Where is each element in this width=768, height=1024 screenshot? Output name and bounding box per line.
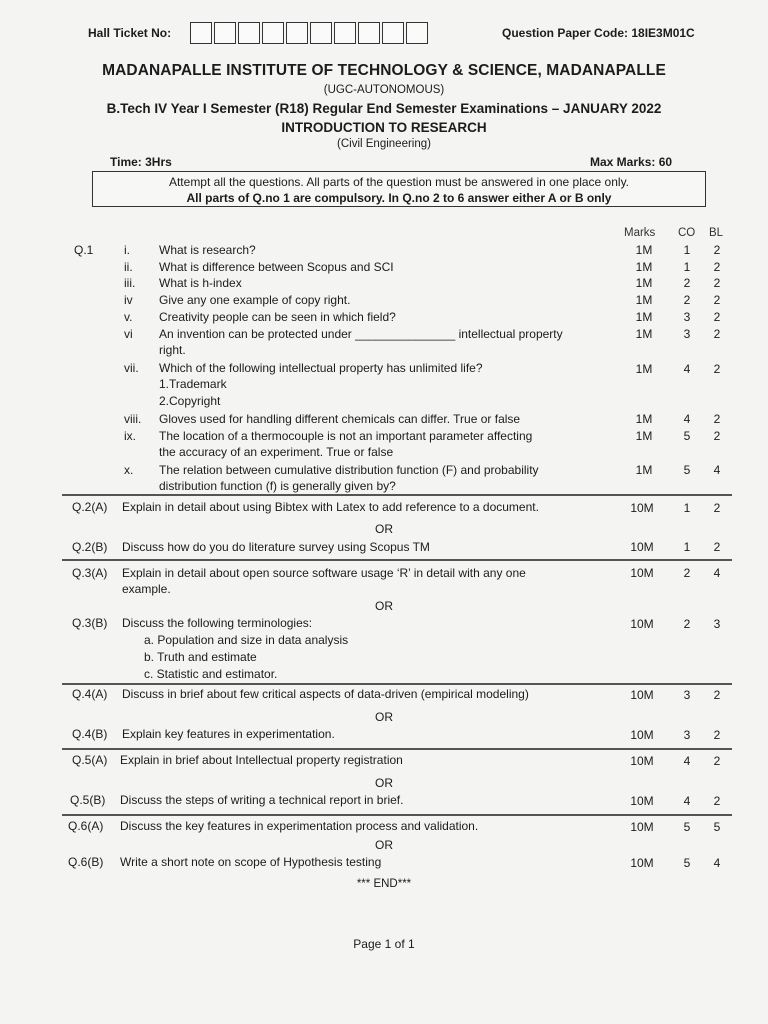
question-marks: 10M xyxy=(630,617,654,631)
instruction-line-1: Attempt all the questions. All parts of the question must be answered in one place only. xyxy=(168,175,630,189)
section-divider xyxy=(62,494,732,496)
question-text: Explain in detail about using Bibtex with Latex to add reference to a document. xyxy=(122,500,539,514)
q1-item-marks: 1M xyxy=(635,260,653,274)
question-text: Explain in brief about Intellectual property registration xyxy=(120,753,403,767)
q1-item-marks: 1M xyxy=(635,362,653,376)
question-marks: 10M xyxy=(630,754,654,768)
q1-item-number: ix. xyxy=(124,429,136,443)
question-co: 2 xyxy=(683,566,691,580)
branch-label: (Civil Engineering) xyxy=(337,138,431,150)
hall-ticket-box xyxy=(262,22,284,44)
question-marks: 10M xyxy=(630,794,654,808)
question-bl: 2 xyxy=(713,794,721,808)
question-number: Q.5(B) xyxy=(70,793,106,807)
question-co: 1 xyxy=(683,540,691,554)
q1-item-co: 2 xyxy=(683,276,691,290)
q1-item-text: The relation between cumulative distribution function (F) and probability xyxy=(159,463,539,477)
q1-item-text: What is difference between Scopus and SCI xyxy=(159,260,394,274)
q1-item-co: 3 xyxy=(683,310,691,324)
question-bl: 4 xyxy=(713,856,721,870)
q1-item-co: 3 xyxy=(683,327,691,341)
q1-item-marks: 1M xyxy=(635,429,653,443)
question-co: 5 xyxy=(683,856,691,870)
question-marks: 10M xyxy=(630,820,654,834)
hall-ticket-box xyxy=(214,22,236,44)
q1-item-bl: 4 xyxy=(713,463,721,477)
question-text: Discuss how do you do literature survey using Scopus TM xyxy=(122,540,430,554)
question-bl: 2 xyxy=(713,728,721,742)
question-co: 3 xyxy=(683,688,691,702)
q1-item-co: 5 xyxy=(683,429,691,443)
q1-item-number: viii. xyxy=(124,412,142,426)
q1-item-bl: 2 xyxy=(713,412,721,426)
question-marks: 10M xyxy=(630,540,654,554)
q1-item-number: v. xyxy=(124,310,133,324)
q1-item-co: 1 xyxy=(683,243,691,257)
question-bl: 2 xyxy=(713,501,721,515)
question-co: 4 xyxy=(683,754,691,768)
q1-item-text-continued: the accuracy of an experiment. True or false xyxy=(159,445,394,459)
question-bl: 2 xyxy=(713,540,721,554)
q1-item-number: iv xyxy=(124,293,133,307)
question-bl: 3 xyxy=(713,617,721,631)
q1-item-number: vi xyxy=(124,327,133,341)
or-separator: OR xyxy=(375,838,393,852)
question-text: Discuss the following terminologies: xyxy=(122,616,313,630)
question-text: Discuss the key features in experimentation process and validation. xyxy=(120,819,479,833)
q1-item-number: iii. xyxy=(124,276,136,290)
sub-question: c. Statistic and estimator. xyxy=(144,667,278,681)
question-number: Q.2(B) xyxy=(72,540,108,554)
q1-item-bl: 2 xyxy=(713,243,721,257)
q1-item-marks: 1M xyxy=(635,412,653,426)
or-separator: OR xyxy=(375,776,393,790)
question-number: Q.6(B) xyxy=(68,855,104,869)
q1-item-marks: 1M xyxy=(635,463,653,477)
question-number: Q.4(B) xyxy=(72,727,108,741)
question-marks: 10M xyxy=(630,688,654,702)
hall-ticket-box xyxy=(406,22,428,44)
or-separator: OR xyxy=(375,522,393,536)
section-divider xyxy=(62,683,732,685)
autonomous-label: (UGC-AUTONOMOUS) xyxy=(323,84,445,96)
hall-ticket-box xyxy=(286,22,308,44)
question-co: 4 xyxy=(683,794,691,808)
question-number: Q.4(A) xyxy=(72,687,108,701)
q1-item-number: x. xyxy=(124,463,134,477)
time-label: Time: 3Hrs xyxy=(110,155,172,169)
page-number: Page 1 of 1 xyxy=(353,937,415,951)
question-text: Discuss in brief about few critical aspects of data-driven (empirical modeling) xyxy=(122,687,529,701)
q1-item-number: i. xyxy=(124,243,130,257)
question-bl: 4 xyxy=(713,566,721,580)
q1-item-text: Which of the following intellectual property has unlimited life? xyxy=(159,361,483,375)
q1-item-text: What is research? xyxy=(159,243,256,257)
sub-question: a. Population and size in data analysis xyxy=(144,633,349,647)
question-number: Q.3(A) xyxy=(72,566,108,580)
q1-item-bl: 2 xyxy=(713,362,721,376)
q1-item-co: 1 xyxy=(683,260,691,274)
bl-column-header: BL xyxy=(709,227,724,239)
q1-item-bl: 2 xyxy=(713,327,721,341)
question-number: Q.6(A) xyxy=(68,819,104,833)
q1-item-text: Gloves used for handling different chemicals can differ. True or false xyxy=(159,412,521,426)
hall-ticket-box xyxy=(382,22,404,44)
or-separator: OR xyxy=(375,599,393,613)
q1-item-bl: 2 xyxy=(713,429,721,443)
hall-ticket-box xyxy=(334,22,356,44)
question-paper-code: Question Paper Code: 18IE3M01C xyxy=(502,26,695,40)
instructions-box xyxy=(92,171,706,207)
q1-item-bl: 2 xyxy=(713,276,721,290)
q1-item-number: ii. xyxy=(124,260,133,274)
q1-item-bl: 2 xyxy=(713,310,721,324)
q1-item-marks: 1M xyxy=(635,243,653,257)
q1-item-text: Creativity people can be seen in which field? xyxy=(159,310,396,324)
q1-item-marks: 1M xyxy=(635,327,653,341)
question-text: Explain in detail about open source software usage ‘R’ in detail with any one xyxy=(122,566,526,580)
section-divider xyxy=(62,559,732,561)
institute-name: MADANAPALLE INSTITUTE OF TECHNOLOGY & SCIENCE, MADANAPALLE xyxy=(102,62,666,79)
hall-ticket-boxes xyxy=(190,22,430,44)
hall-ticket-box xyxy=(310,22,332,44)
question-co: 2 xyxy=(683,617,691,631)
q1-item-marks: 1M xyxy=(635,293,653,307)
q1-item-text-continued: right. xyxy=(159,343,186,357)
question-co: 1 xyxy=(683,501,691,515)
q1-item-marks: 1M xyxy=(635,310,653,324)
question-number: Q.5(A) xyxy=(72,753,108,767)
q1-item-text-continued: distribution function (f) is generally given by? xyxy=(159,479,396,493)
hall-ticket-box xyxy=(238,22,260,44)
sub-question: b. Truth and estimate xyxy=(144,650,257,664)
question-text: Explain key features in experimentation. xyxy=(122,727,335,741)
co-column-header: CO xyxy=(678,227,696,239)
hall-ticket-label: Hall Ticket No: xyxy=(88,26,172,40)
question-text-continued: example. xyxy=(122,582,171,596)
question-bl: 2 xyxy=(713,754,721,768)
marks-column-header: Marks xyxy=(624,227,656,239)
hall-ticket-box xyxy=(190,22,212,44)
question-marks: 10M xyxy=(630,501,654,515)
question-text: Discuss the steps of writing a technical report in brief. xyxy=(120,793,404,807)
q1-item-text: The location of a thermocouple is not an important parameter affecting xyxy=(159,429,533,443)
hall-ticket-box xyxy=(358,22,380,44)
question-marks: 10M xyxy=(630,728,654,742)
instruction-line-2: All parts of Q.no 1 are compulsory. In Q.no 2 to 6 answer either A or B only xyxy=(186,191,612,205)
or-separator: OR xyxy=(375,710,393,724)
max-marks-label: Max Marks: 60 xyxy=(590,155,673,169)
q1-item-text: Give any one example of copy right. xyxy=(159,293,351,307)
question-text: Write a short note on scope of Hypothesis testing xyxy=(120,855,382,869)
section-divider xyxy=(62,748,732,750)
question-marks: 10M xyxy=(630,566,654,580)
q1-item-co: 4 xyxy=(683,362,691,376)
subject-title: INTRODUCTION TO RESEARCH xyxy=(281,120,487,135)
q1-item-option: 2.Copyright xyxy=(159,394,221,408)
question-co: 3 xyxy=(683,728,691,742)
question-co: 5 xyxy=(683,820,691,834)
q1-item-text: What is h-index xyxy=(159,276,242,290)
q1-item-marks: 1M xyxy=(635,276,653,290)
question-number: Q.3(B) xyxy=(72,616,108,630)
question-bl: 2 xyxy=(713,688,721,702)
q1-item-option: 1.Trademark xyxy=(159,377,227,391)
exam-title: B.Tech IV Year I Semester (R18) Regular End Semester Examinations – JANUARY 2022 xyxy=(106,101,662,116)
q1-item-text: An invention can be protected under _______________ intellectual property xyxy=(159,327,563,341)
question-bl: 5 xyxy=(713,820,721,834)
q1-item-co: 2 xyxy=(683,293,691,307)
q1-item-co: 4 xyxy=(683,412,691,426)
section-divider xyxy=(62,814,732,816)
q1-label: Q.1 xyxy=(74,243,94,257)
question-number: Q.2(A) xyxy=(72,500,108,514)
end-marker: *** END*** xyxy=(356,878,412,890)
q1-item-bl: 2 xyxy=(713,260,721,274)
q1-item-bl: 2 xyxy=(713,293,721,307)
question-marks: 10M xyxy=(630,856,654,870)
q1-item-co: 5 xyxy=(683,463,691,477)
q1-item-number: vii. xyxy=(124,361,139,375)
